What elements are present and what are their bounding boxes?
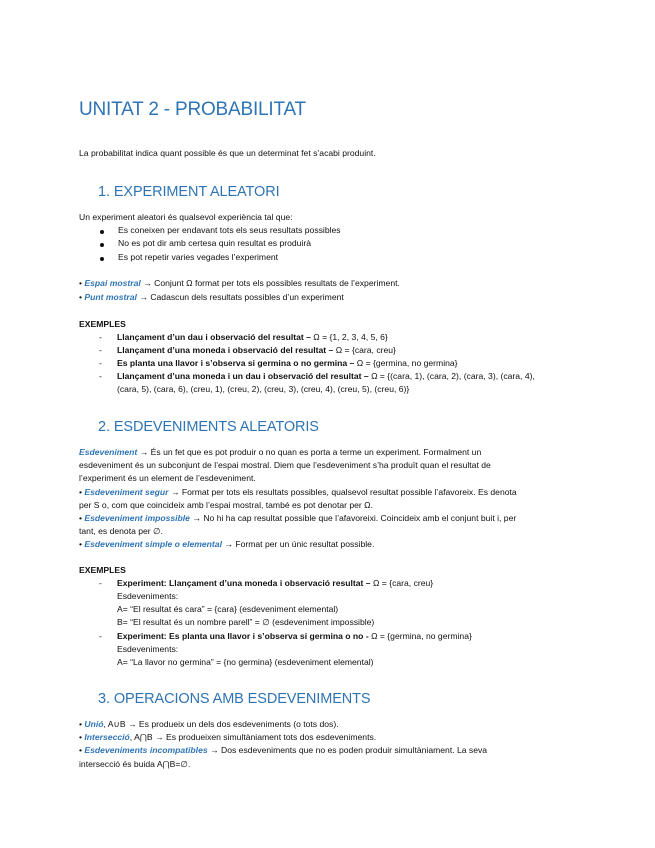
definition — [79, 446, 481, 459]
dash-mark: - — [99, 578, 102, 588]
bullet-mark: • — [79, 719, 83, 729]
definition-text: Format per un únic resultat possible. — [235, 539, 375, 549]
example-item — [117, 370, 535, 383]
operation-text: , A∪B → Es produeix un dels dos esdeveniments (o tots dos). — [103, 719, 339, 729]
example-item — [117, 344, 396, 357]
bullet-mark: • — [79, 539, 83, 549]
arrow-glyph: → — [139, 292, 148, 302]
bullet-mark: • — [79, 278, 83, 288]
bullet-dot — [100, 257, 104, 261]
section-heading: 3. OPERACIONS AMB ESDEVENIMENTS — [98, 691, 371, 707]
example-bold: Experiment: Es planta una llavor i s’observa si germina o no - — [117, 631, 369, 641]
dash-mark: - — [99, 631, 102, 641]
definition-term: Esdeveniment simple o elemental — [84, 539, 222, 549]
example-rest: Ω = {1, 2, 3, 4, 5, 6} — [313, 332, 388, 342]
example-rest: Ω = {germina, no germina} — [356, 358, 458, 368]
dash-mark: - — [99, 345, 102, 355]
example-bold: Experiment: Llançament d’una moneda i observació resultat – — [117, 578, 371, 588]
bullet-dot — [100, 243, 104, 247]
example-line: A= “La llavor no germina” = {no germina} (esdeveniment elemental) — [117, 657, 374, 667]
intro-paragraph: La probabilitat indica quant possible és que un determinat fet s’acabi produint. — [79, 148, 376, 158]
example-item — [117, 357, 458, 370]
definition-term: Esdeveniment segur — [84, 487, 169, 497]
dash-mark: - — [99, 358, 102, 368]
example-bold: Es planta una llavor i s’observa si germina o no germina – — [117, 358, 355, 368]
definition-term: Esdeveniment — [79, 447, 138, 457]
example-line: A= “El resultat és cara” = {cara} (esdeveniment elemental) — [117, 604, 339, 614]
bullet-mark: • — [79, 513, 83, 523]
definition-term: Esdeveniment impossible — [84, 513, 190, 523]
example-item — [117, 630, 472, 643]
example-sublabel: Esdeveniments: — [117, 591, 179, 601]
definition-text: Conjunt Ω format per tots els possibles resultats de l’experiment. — [154, 278, 400, 288]
definition-line: tant, es denota per ∅. — [79, 526, 163, 536]
example-bold: Llançament d’una moneda i observació del resultat – — [117, 345, 334, 355]
example-rest: Ω = {(cara, 1), (cara, 2), (cara, 3), (cara, 4), — [371, 371, 535, 381]
bullet-dot — [100, 230, 104, 234]
bullet-mark: • — [79, 292, 83, 302]
operation-continuation: intersecció és buida A⋂B=∅. — [79, 759, 191, 769]
operation-term: Intersecció — [84, 732, 130, 742]
bullet-mark: • — [79, 487, 83, 497]
list-item: Es coneixen per endavant tots els seus resultats possibles — [118, 225, 341, 235]
dash-mark: - — [99, 332, 102, 342]
examples-label: EXEMPLES — [79, 565, 126, 575]
dash-mark: - — [99, 371, 102, 381]
example-bold: Llançament d’una moneda i un dau i observació del resultat – — [117, 371, 369, 381]
list-item: Es pot repetir varies vegades l’experiment — [118, 252, 279, 262]
arrow-glyph: → — [170, 487, 180, 497]
example-bold: Llançament d’un dau i observació del resultat – — [117, 332, 311, 342]
arrow-glyph: → — [143, 278, 152, 288]
example-item — [117, 577, 433, 590]
operation-text: → Dos esdeveniments que no es poden produir simultàniament. La seva — [207, 745, 488, 755]
operation-text: , A⋂B → Es produeixen simultàniament tots dos esdeveniments. — [129, 732, 377, 742]
example-rest: Ω = {cara, creu} — [335, 345, 396, 355]
definition-term: Espai mostral — [84, 278, 141, 288]
definition-term: Punt mostral — [84, 292, 137, 302]
section-lead: Un experiment aleatori és qualsevol experiència tal que: — [79, 212, 293, 222]
list-item: No es pot dir amb certesa quin resultat es produirà — [118, 238, 311, 248]
operation-item — [79, 744, 487, 757]
example-item — [117, 331, 388, 344]
definition — [79, 538, 374, 551]
definition — [79, 277, 400, 290]
definition-line: esdeveniment és un subconjunt de l’espai mostral. Diem que l’esdeveniment s’ha produït quan el resultat de — [79, 460, 491, 470]
operation-item — [79, 731, 376, 744]
examples-label: EXEMPLES — [79, 319, 126, 329]
definition-line: per S o, com que coincideix amb l’espai mostral, també es pot denotar per Ω. — [79, 500, 373, 510]
example-rest: Ω = {cara, creu} — [372, 578, 434, 588]
operation-term: Unió — [84, 719, 104, 729]
arrow-glyph: → — [139, 447, 149, 457]
arrow-glyph: → — [224, 539, 233, 549]
example-sublabel: Esdeveniments: — [117, 644, 179, 654]
section-heading: 1. EXPERIMENT ALEATORI — [98, 184, 280, 200]
bullet-mark: • — [79, 745, 83, 755]
operation-item — [79, 718, 339, 731]
definition-text: Format per tots els resultats possibles, qualsevol resultat possible l’afavoreix. Es denota — [181, 487, 517, 497]
definition-text: Cadascun dels resultats possibles d’un experiment — [150, 292, 344, 302]
bullet-mark: • — [79, 732, 83, 742]
arrow-glyph: → — [192, 513, 201, 523]
definition-text: És un fet que es pot produir o no quan es porta a terme un experiment. Formalment un — [150, 447, 482, 457]
example-continuation: (cara, 5), (cara, 6), (creu, 1), (creu, 2), (creu, 3), (creu, 4), (creu, 5), (creu, 6)} — [117, 384, 410, 394]
example-rest: Ω = {germina, no germina} — [371, 631, 472, 641]
definition — [79, 291, 344, 304]
operation-term: Esdeveniments incompatibles — [84, 745, 208, 755]
definition — [79, 486, 517, 499]
page-title: UNITAT 2 - PROBABILITAT — [79, 99, 306, 120]
definition — [79, 512, 516, 525]
definition-line: l’experiment és un element de l’esdeveniment. — [79, 473, 256, 483]
example-line: B= “El resultat és un nombre parell” = ∅ (esdeveniment impossible) — [117, 617, 375, 627]
section-heading: 2. ESDEVENIMENTS ALEATORIS — [98, 419, 319, 435]
definition-text: No hi ha cap resultat possible que l’afavoreixi. Coincideix amb el conjunt buit i, per — [203, 513, 517, 523]
